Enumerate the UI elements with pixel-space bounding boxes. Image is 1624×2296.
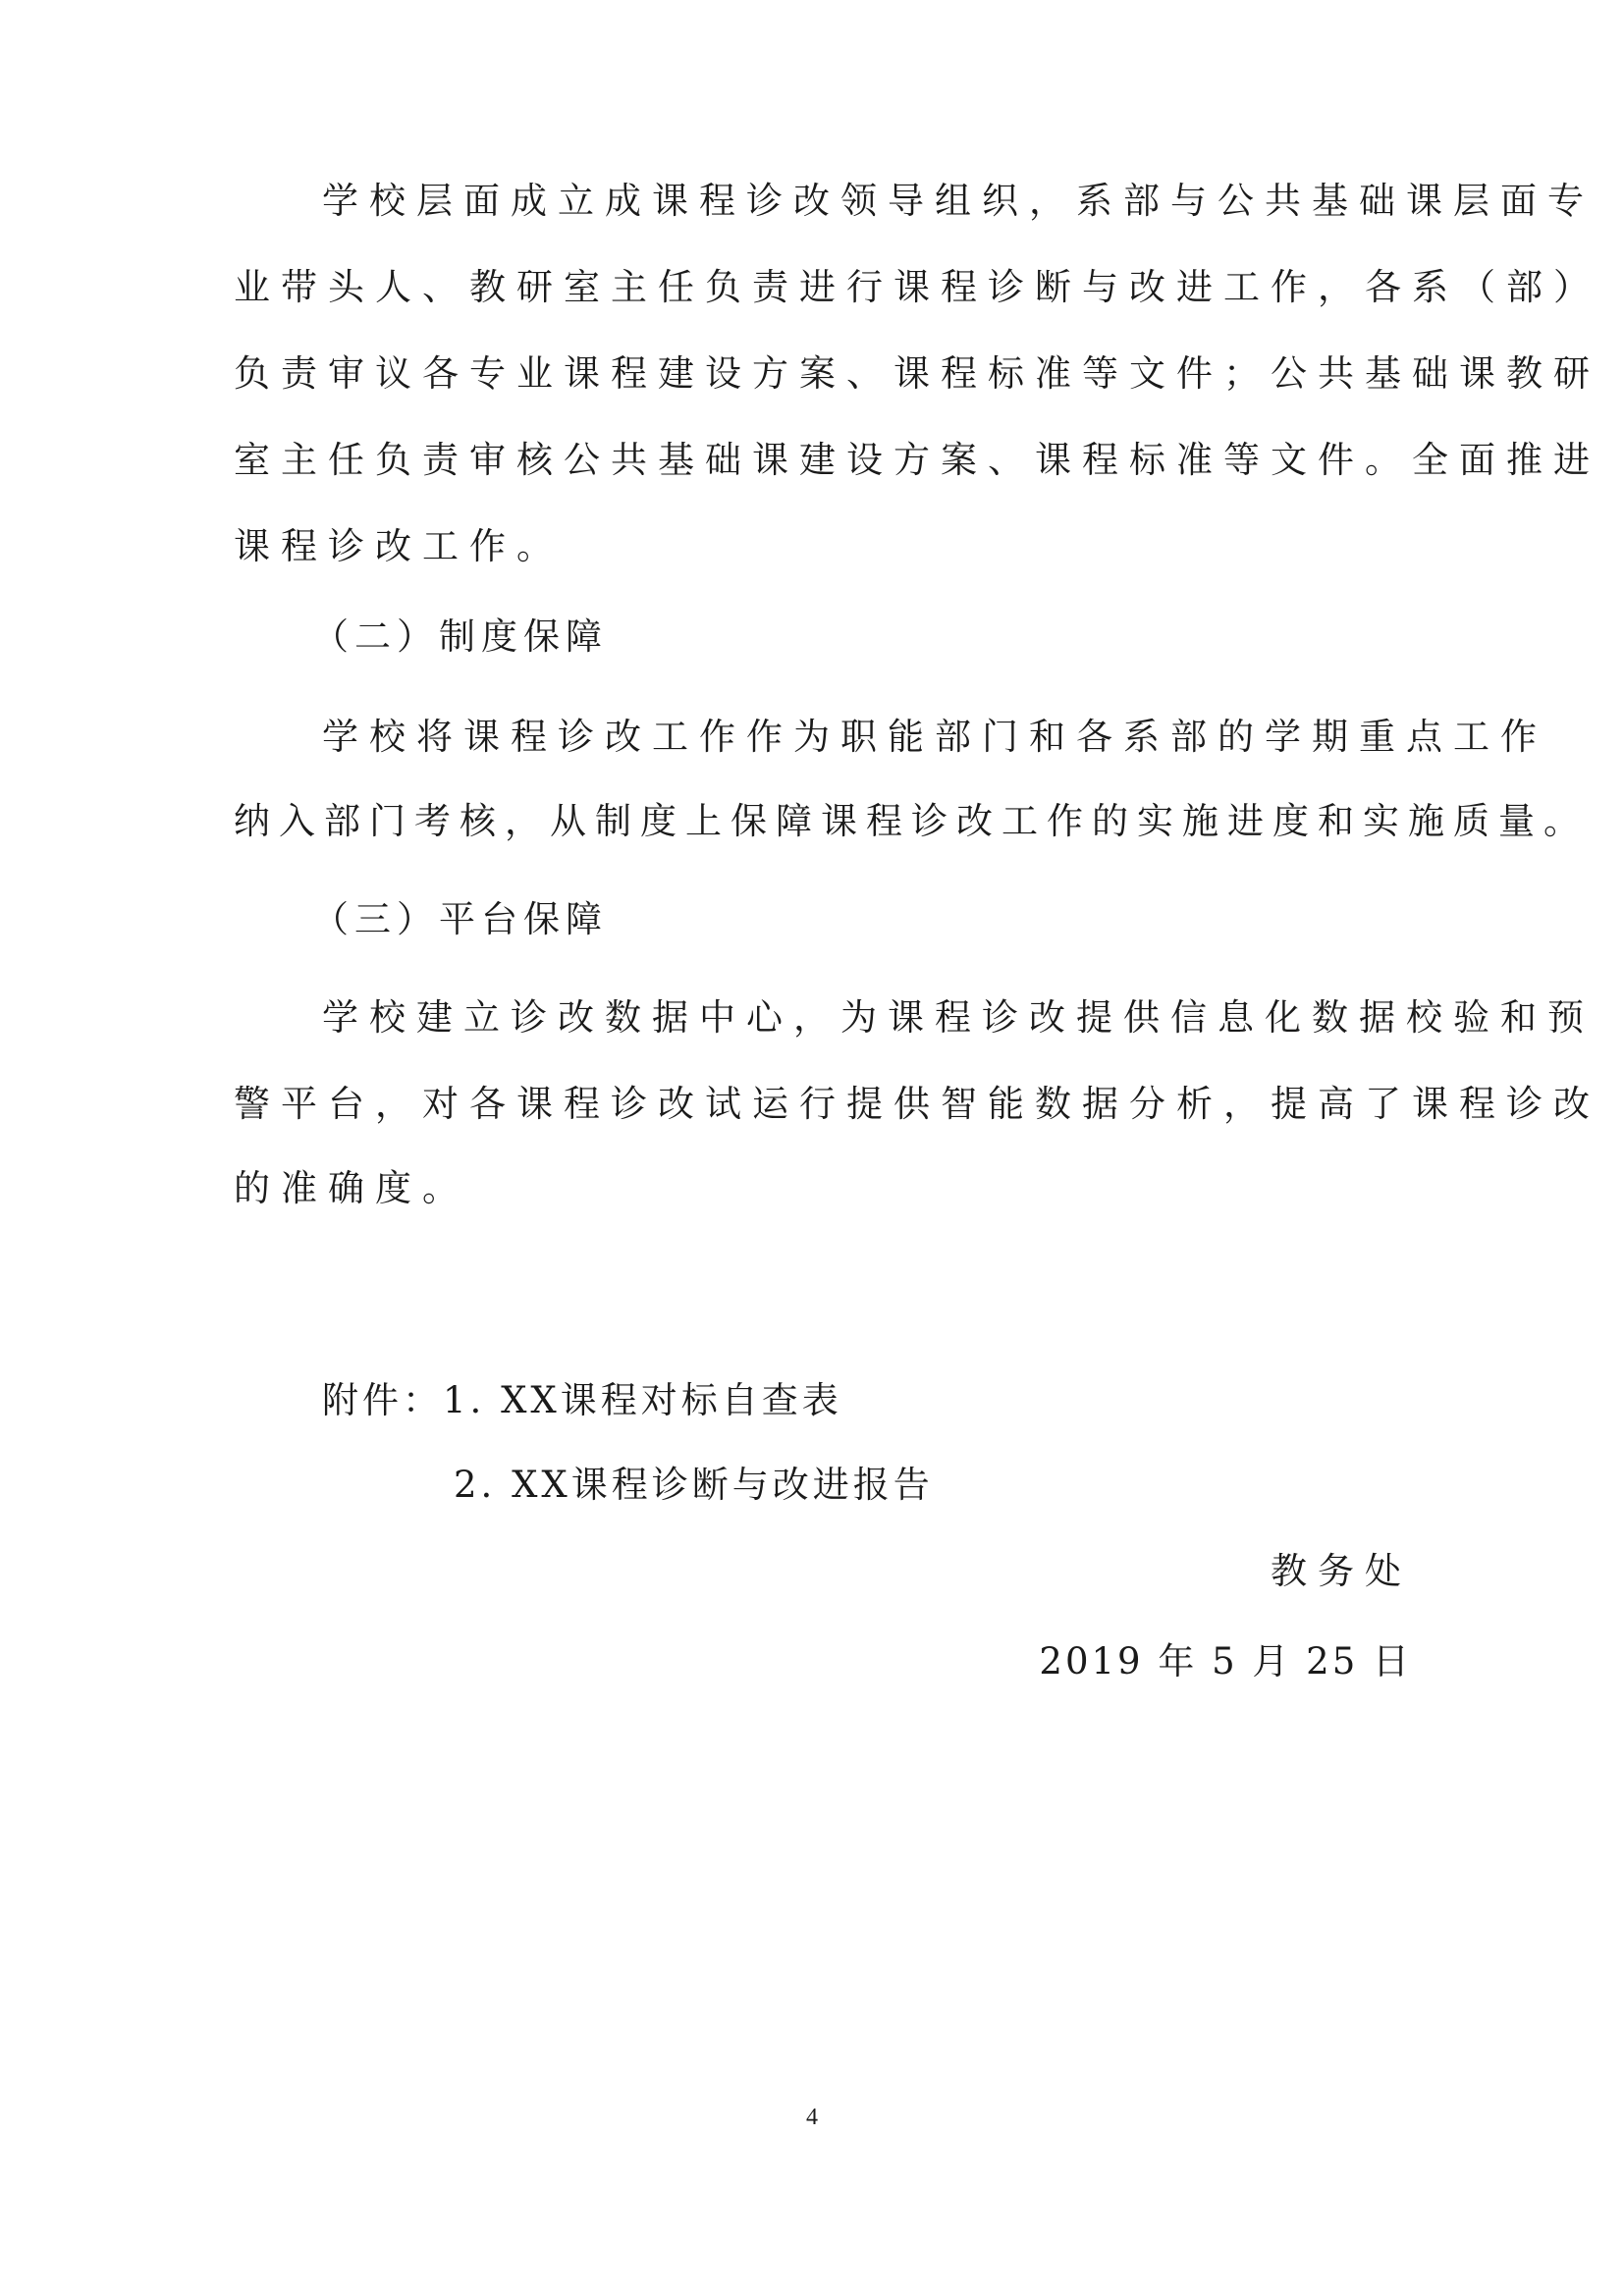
paragraph-line: 学校建立诊改数据中心，为课程诊改提供信息化数据校验和预 xyxy=(322,996,1595,1039)
signature-date: 2019 年 5 月 25 日 xyxy=(1039,1640,1412,1682)
paragraph-line: 室主任负责审核公共基础课建设方案、课程标准等文件。全面推进 xyxy=(234,439,1600,481)
signature-department: 教务处 xyxy=(1271,1550,1412,1592)
paragraph-line: 的准确度。 xyxy=(234,1167,469,1209)
page-number: 4 xyxy=(806,2105,818,2130)
paragraph-line: 警平台，对各课程诊改试运行提供智能数据分析，提高了课程诊改 xyxy=(234,1083,1600,1125)
paragraph-line: 业带头人、教研室主任负责进行课程诊断与改进工作，各系（部） xyxy=(234,266,1600,308)
attachment-item: 附件：1. XX课程对标自查表 xyxy=(322,1379,842,1421)
section-heading: （三）平台保障 xyxy=(312,898,608,940)
paragraph-line: 负责审议各专业课程建设方案、课程标准等文件；公共基础课教研 xyxy=(234,352,1600,395)
paragraph-line: 学校层面成立成课程诊改领导组织，系部与公共基础课层面专 xyxy=(322,180,1595,222)
section-heading: （二）制度保障 xyxy=(312,615,608,658)
paragraph-line: 学校将课程诊改工作作为职能部门和各系部的学期重点工作 xyxy=(322,716,1547,758)
paragraph-line: 课程诊改工作。 xyxy=(234,525,564,567)
paragraph-line: 纳入部门考核，从制度上保障课程诊改工作的实施进度和实施质量。 xyxy=(234,800,1589,842)
attachment-item: 2. XX课程诊断与改进报告 xyxy=(454,1464,934,1506)
